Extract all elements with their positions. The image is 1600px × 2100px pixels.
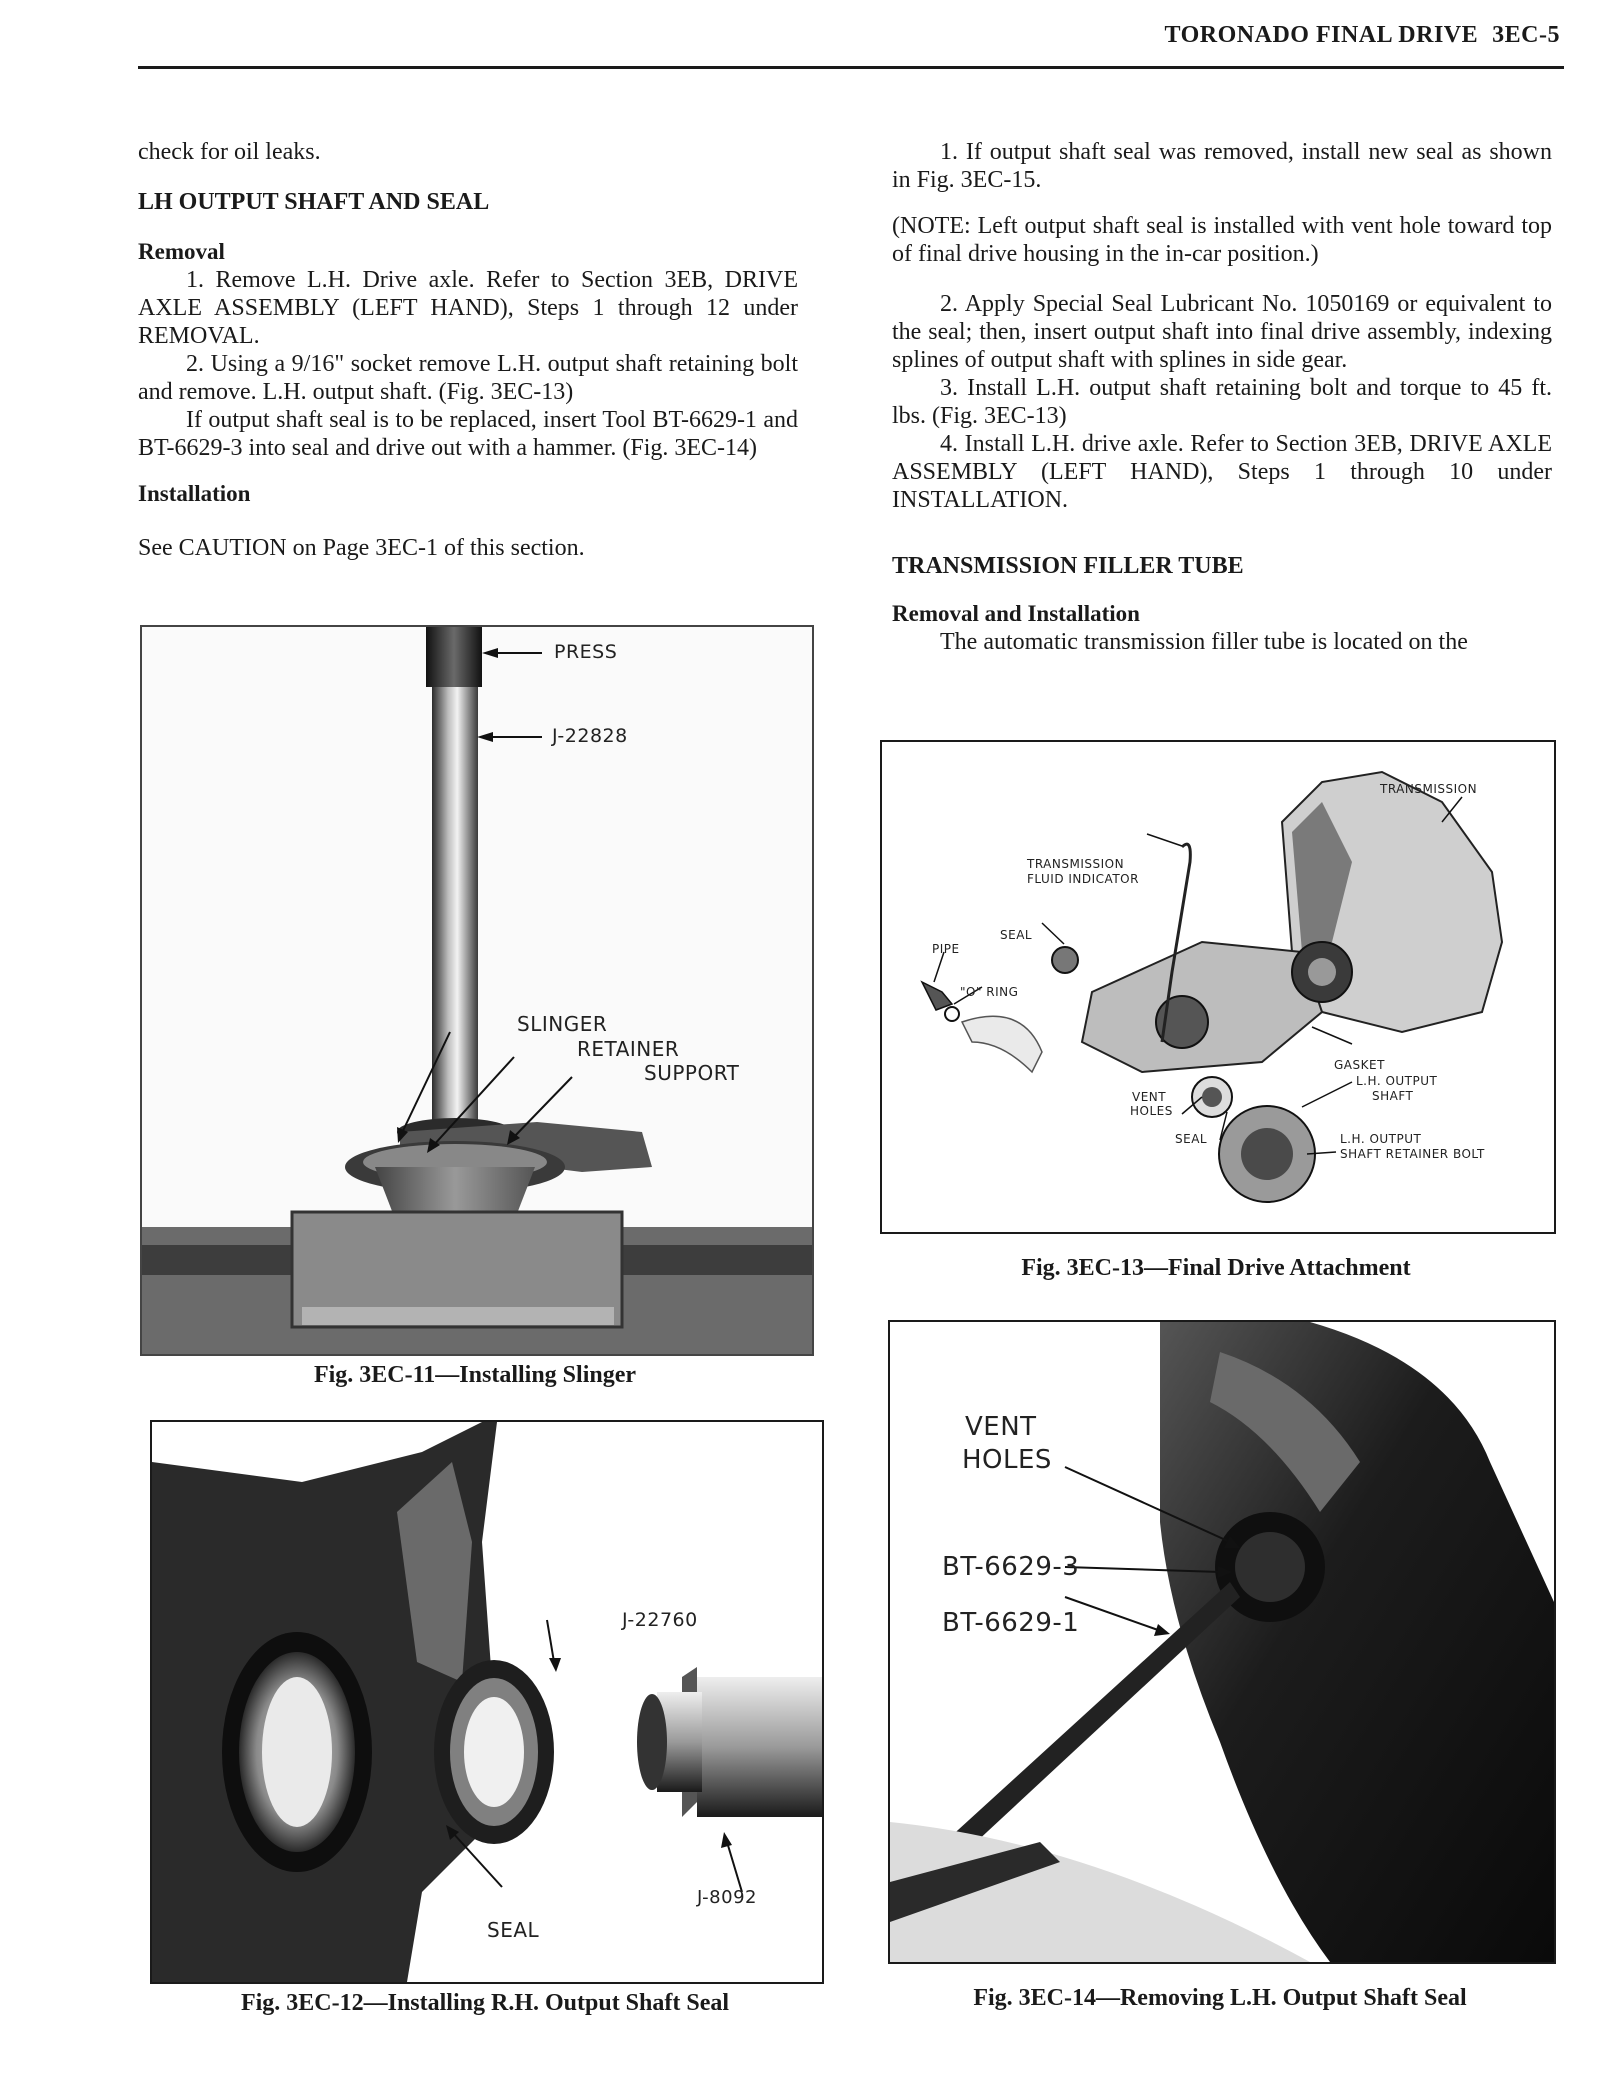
install-step-2: 2. Apply Special Seal Lubricant No. 1050169 or equivalent to the seal; then, insert output shaft into final drive assembly, indexing splines of output shaft with splines in side gear. bbox=[892, 291, 1552, 373]
header-title: TORONADO FINAL DRIVE bbox=[1164, 22, 1479, 48]
section-heading: LH OUTPUT SHAFT AND SEAL bbox=[138, 189, 490, 215]
left-column bbox=[138, 138, 798, 562]
filler-heading: TRANSMISSION FILLER TUBE bbox=[892, 553, 1244, 579]
install-note: (NOTE: Left output shaft seal is installed with vent hole toward top of final drive housing in the in-car position.) bbox=[892, 213, 1552, 267]
figure-3ec-14 bbox=[888, 1320, 1556, 1964]
caption-fig-3ec-13: Fig. 3EC-13—Final Drive Attachment bbox=[1021, 1255, 1411, 1281]
label-vent-holes-line1: VENT bbox=[1132, 1090, 1167, 1104]
filler-text: The automatic transmission filler tube is located on the bbox=[940, 629, 1468, 655]
slinger-photo bbox=[142, 627, 812, 1354]
caption-fig-3ec-11: Fig. 3EC-11—Installing Slinger bbox=[313, 1362, 637, 1388]
label-j-22760: J-22760 bbox=[622, 1609, 698, 1631]
running-head bbox=[1165, 22, 1560, 49]
caption-fig-3ec-12: Fig. 3EC-12—Installing R.H. Output Shaft Seal bbox=[240, 1990, 730, 2016]
label-bt-6629-3: BT-6629-3 bbox=[942, 1552, 1080, 1582]
install-step-1: 1. If output shaft seal was removed, install new seal as shown in Fig. 3EC-15. bbox=[892, 139, 1552, 193]
label-lh-output-shaft-line1: L.H. OUTPUT bbox=[1356, 1074, 1438, 1088]
label-seal-top: SEAL bbox=[1000, 928, 1033, 942]
header-rule bbox=[138, 66, 1564, 69]
right-column bbox=[892, 138, 1552, 656]
label-j-22828: J-22828 bbox=[552, 725, 628, 747]
caption-fig-3ec-14: Fig. 3EC-14—Removing L.H. Output Shaft Seal bbox=[973, 1985, 1467, 2011]
figure-3ec-11 bbox=[140, 625, 814, 1356]
removal-heading: Removal bbox=[138, 239, 225, 264]
page-number: 3EC-5 bbox=[1492, 22, 1560, 48]
figure-3ec-12 bbox=[150, 1420, 824, 1984]
label-retainer: RETAINER bbox=[577, 1037, 680, 1061]
installation-heading: Installation bbox=[138, 481, 251, 506]
removal-note: If output shaft seal is to be replaced, insert Tool BT-6629-1 and BT-6629-3 into seal and drive out with a hammer. (Fig. 3EC-14) bbox=[138, 407, 798, 461]
label-vent-holes-line2: HOLES bbox=[1130, 1104, 1173, 1118]
label-retainer-bolt-line1: L.H. OUTPUT bbox=[1340, 1132, 1422, 1146]
label-lh-output-shaft-line2: SHAFT bbox=[1372, 1089, 1414, 1103]
label-pipe: PIPE bbox=[932, 942, 960, 956]
label-support: SUPPORT bbox=[644, 1061, 740, 1085]
figure-3ec-13 bbox=[880, 740, 1556, 1234]
label-vent-holes-line1: VENT bbox=[965, 1412, 1037, 1442]
label-indicator-line2: FLUID INDICATOR bbox=[1027, 872, 1139, 886]
label-slinger: SLINGER bbox=[517, 1012, 608, 1036]
label-seal: SEAL bbox=[487, 1918, 540, 1942]
label-bt-6629-1: BT-6629-1 bbox=[942, 1608, 1080, 1638]
label-j-8092: J-8092 bbox=[697, 1887, 757, 1908]
label-retainer-bolt-line2: SHAFT RETAINER BOLT bbox=[1340, 1147, 1485, 1161]
filler-subheading: Removal and Installation bbox=[892, 601, 1140, 626]
removal-step-2: 2. Using a 9/16" socket remove L.H. output shaft retaining bolt and remove. L.H. output shaft. (Fig. 3EC-13) bbox=[138, 351, 798, 405]
install-step-4: 4. Install L.H. drive axle. Refer to Section 3EB, DRIVE AXLE ASSEMBLY (LEFT HAND), Steps 1 through 10 under INSTALLATION. bbox=[892, 431, 1552, 513]
intro-text: check for oil leaks. bbox=[138, 139, 321, 165]
removal-step-1: 1. Remove L.H. Drive axle. Refer to Section 3EB, DRIVE AXLE ASSEMBLY (LEFT HAND), Steps 1 through 12 under REMOVAL. bbox=[138, 267, 798, 349]
label-transmission: TRANSMISSION bbox=[1380, 782, 1478, 796]
label-vent-holes-line2: HOLES bbox=[962, 1445, 1052, 1475]
label-press: PRESS bbox=[554, 641, 618, 663]
caution-text: See CAUTION on Page 3EC-1 of this section. bbox=[138, 535, 585, 561]
install-step-3: 3. Install L.H. output shaft retaining bolt and torque to 45 ft. lbs. (Fig. 3EC-13) bbox=[892, 375, 1552, 429]
label-gasket: GASKET bbox=[1334, 1058, 1385, 1072]
label-o-ring: "O" RING bbox=[960, 985, 1019, 999]
label-seal-bottom: SEAL bbox=[1175, 1132, 1208, 1146]
label-indicator-line1: TRANSMISSION bbox=[1027, 857, 1125, 871]
